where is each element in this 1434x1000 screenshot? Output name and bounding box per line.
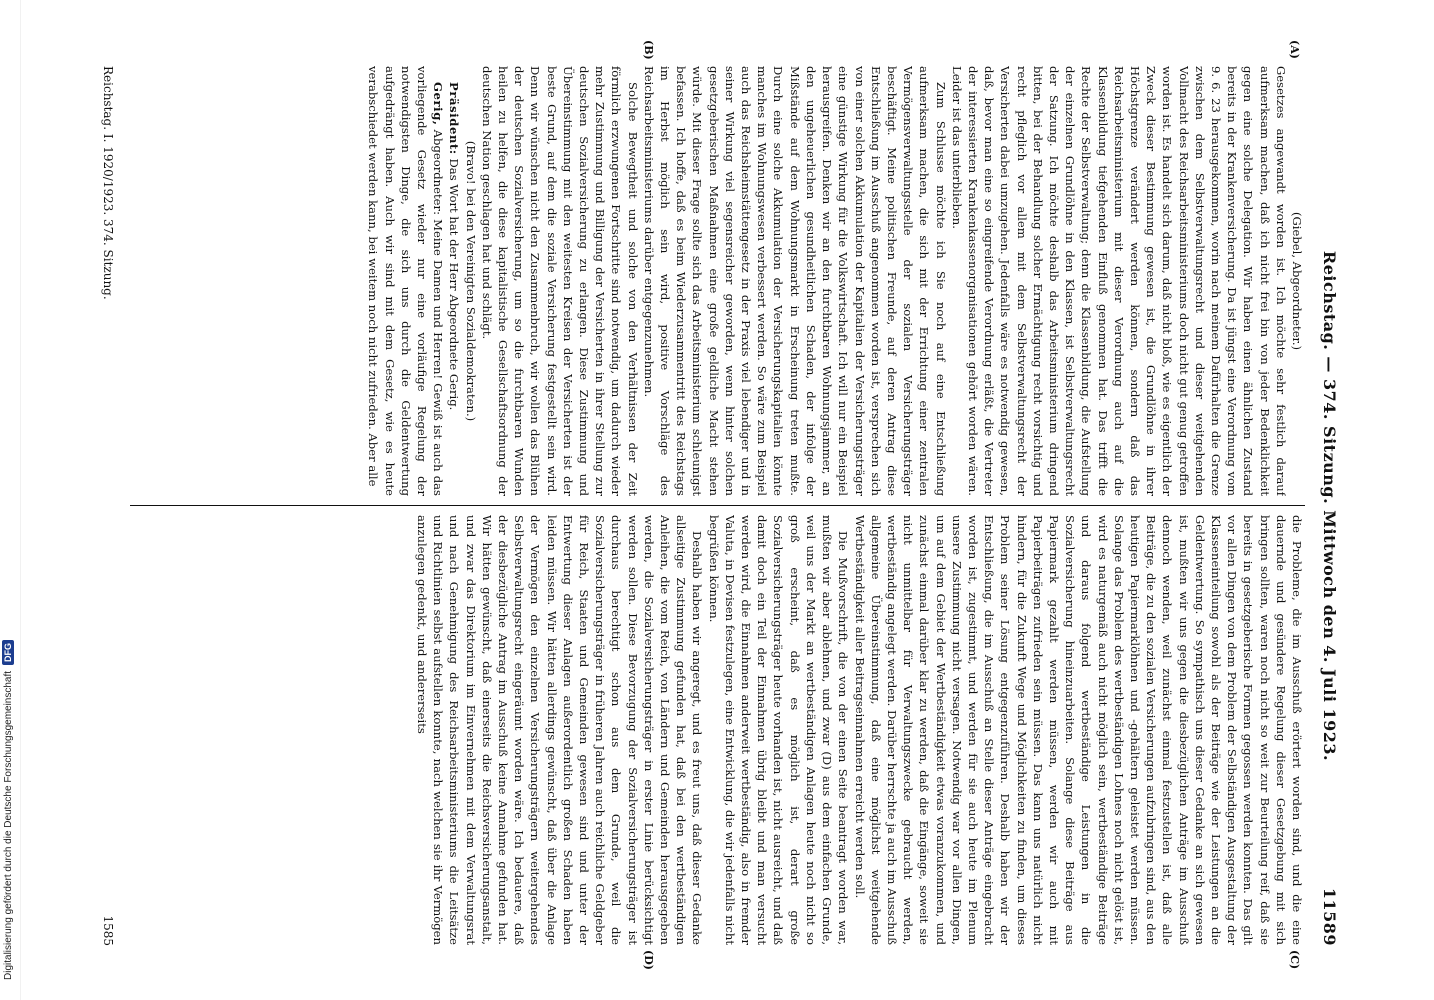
- paragraph: Solche Bewegtheit und solche von den Verhältnissen der Zeit förmlich erzwungenen Fortschritte sind notwendig, um dadurch wieder mehr Zustimmung und Billigung der Versicherten in ihrer Stellung zur deutschen Sozialversicherung zu erlangen. Diese Zustimmung und Übereinstimmung mit den weitesten Kreisen der Versicherten ist der beste Grund, auf dem die soziale Versicherung festgestellt sein wird. Denn wir wünschen nicht den Zusammenbruch, wir wollen das Blühen der deutschen Sozialversicherung, um so die furchtbaren Wunden heilen zu helfen, die diese kapitalistische Gesellschaftsordnung der deutschen Nation geschlagen hat und schlägt.: [479, 66, 640, 496]
- gerig-text: Meine Damen und Herren! Gewiß ist auch das vorliegende Gesetz wieder nur eine vorläufige Regelung der notwendigsten Dinge, die sich uns durch die Geldentwertung aufgedrängt haben. Auch wir sind mit dem Gesetz, wie es heute verabschiedet werden kann, bei weitem noch nicht zufrieden. Aber alle: [366, 66, 446, 496]
- gerig-paragraph: [365, 66, 446, 496]
- side-margin: [0, 0, 21, 1000]
- gerig-role: Abgeordneter:: [431, 129, 446, 215]
- paragraph: Die Mußvorschrift, die von der einen Seite beantragt worden war, mußten wir aber ablehnen, und zwar (D) aus dem einfachen Grunde, weil uns der Markt an wertbeständigen Anlagen heute noch nicht so groß erscheint, daß es möglich ist, derart große Sozialversicherungsträger heute vorhanden ist, nicht ausreicht, und daß damit doch ein Teil der Einnahmen übrig bleibt und man versucht werden wird, die Einnahmen anderweit wertbeständig, also in fremder Valuta, in Devisen festzulegen, eine Entwicklung, die wir jedenfalls nicht begrüßen können.: [706, 515, 851, 945]
- running-title: Reichstag. — 374. Sitzung. Mittwoch den 4. Juli 1923.: [1320, 250, 1340, 762]
- paragraph: Deshalb haben wir angeregt, und es freut uns, daß dieser Gedanke allseitige Zustimmung gefunden hat, daß bei den wertbeständigen Anleihen, die vom Reich, von Ländern und Gemeinden herausgegeben werden, die Sozialversicherungsträger in erster Linie berücksichtigt werden sollen. Diese Bevorzugung der Sozialversicherungsträger ist durchaus berechtigt schon aus dem Grunde, weil die Sozialversicherungsträger in früheren Jahren auch reichliche Geldgeber für Reich, Staaten und Gemeinden gewesen sind und unter der Entwertung dieser Anlagen außerordentlich großen Schaden haben leiden müssen. Wir hätten allerdings gewünscht, daß über die Anlage der Vermögen den einzelnen Versicherungsträgern weitergehendes Selbstverwaltungsrecht eingeräumt worden wäre. Ich bedauere, daß der diesbezügliche Antrag im Ausschuß keine Annahme gefunden hat. Wir hätten gewünscht, daß einerseits die Reichsversicherungsanstalt, und zwar das Direktorium im Einvernehmen mit dem Verwaltungsrat und nach Genehmigung des Reichsarbeitsministeriums die Leitsätze und Richtlinien selbst aufstellen konnte, nach welchen sie ihr Vermögen anzulegen gedenkt, und andererseits: [415, 515, 705, 945]
- paragraph: die Probleme, die im Ausschuß erörtert worden sind, und die eine dauernde und gesündere Regelung dieser Gesetzgebung mit sich bringen sollten, waren noch nicht so weit zur Beurteilung reif, daß sie bereits in gesetzgeberische Formen gegossen werden konnten. Das gilt vor allen Dingen von dem Problem der Selbständigen Ausgestaltung der Klasseneinteilung sowohl als der Beiträge wie der Leistungen an die Geldentwertung. So sympathisch uns dieser Gedanke an sich gewesen ist, mußten wir uns gegen die diesbezüglichen Anträge im Ausschuß dennoch wenden, weil zunächst einmal festzustellen ist, daß alle Beiträge, die zu den sozialen Versicherungen aufzubringen sind, aus den heutigen Papiermarklöhnen und -gehältern geleistet werden müssen. Solange das Problem des wertbeständigen Lohnes noch nicht gelöst ist, wird es naturgemäß auch nicht möglich sein, wertbeständige Beiträge und daraus folgend wertbeständige Leistungen in die Sozialversicherung hineinzuarbeiten. Solange diese Beiträge aus Papiermark gezahlt werden müssen, werden wir auch mit Papierbeiträgen zufrieden sein müssen. Das kann uns natürlich nicht hindern, für die Zukunft Wege und Möglichkeiten zu finden, um dieses Problem seiner Lösung entgegenzuführen. Deshalb haben wir der Entschließung, die im Ausschuß an Stelle dieser Anträge eingebracht worden ist, zugestimmt, und werden für sie auch heute im Plenum unsere Zustimmung nicht versagen. Notwendig war vor allen Dingen, um auf dem Gebiet der Wertbeständigkeit etwas voranzukommen, und zunächst einmal darüber klar zu werden, daß die Eingänge, soweit sie nicht unmittelbar für Verwaltungszwecke gebraucht werden, wertbeständig angelegt werden. Darüber herrschte ja auch im Ausschuß allgemeine Übereinstimmung, daß eine möglichst weitgehende Wertbeständigkeit aller Beitragseinnahmen erreicht werden soll.: [852, 515, 1304, 945]
- page-header: [1315, 66, 1345, 946]
- marker-d: (D): [642, 950, 655, 970]
- text-columns: [130, 66, 1305, 946]
- president-paragraph: [446, 66, 462, 496]
- scanned-page: [75, 36, 1345, 976]
- paragraph: Gesetzes angewandt worden ist. Ich möchte sehr festlich darauf aufmerksam machen, daß ich nicht frei bin von jeder Bedenklichkeit gegen eine solche Delegation. Wir haben einen ähnlichen Zustand bereits in der Krankenversicherung. Da ist jüngst eine Verordnung vom 9. 6. 23 herausgekommen, worin nach meinem Dafürhalten die Grenze zwischen dem Selbstverwaltungsrecht und dieser weitgehenden Vollmacht des Reichsarbeitsministeriums doch nicht gut genug getroffen worden ist. Es handelt sich darum, daß nicht bloß, wie es eigentlich der Zweck dieser Bestimmung gewesen ist, die Grundlöhne in ihrer Höchstgrenze verändert werden können, sondern daß das Reichsarbeitsministerium mit dieser Verordnung auch auf die Klassenbildung tiefgehenden Einfluß genommen hat. Das trifft die Rechte der Selbstverwaltung; denn die Klassenbildung, die Aufstellung der einzelnen Grundlöhne in den Klassen, ist Selbstverwaltungsrecht der Satzung. Ich möchte deshalb das Arbeitsministerium dringend bitten, bei der Behandlung solcher Ermächtigung recht vorsichtig und recht pfleglich vor allem mit dem Selbstverwaltungsrecht der Versicherten dabei umzugehen. Jedenfalls wäre es notwendig gewesen, daß, bevor man eine so eingreifende Verordnung erläßt, die Vertreter der interessierten Krankenkassenorganisationen gehört worden wären. Leider ist das unterblieben.: [949, 66, 1288, 496]
- gerig-label: Gerig,: [431, 82, 446, 126]
- president-text: Das Wort hat der Herr Abgeordnete Gerig.: [447, 158, 462, 411]
- left-column: [130, 66, 1305, 496]
- applause-note: (Bravo! bei den Vereinigten Sozialdemokraten.): [463, 140, 478, 422]
- speaker-tag: (Giebel, Abgeordneter.): [1290, 211, 1304, 351]
- footer-page-number: 1585: [101, 915, 115, 946]
- page-footer: [96, 66, 120, 946]
- funding-note: [2, 640, 14, 980]
- marker-c: (C): [1288, 950, 1301, 970]
- right-column: [130, 515, 1305, 945]
- marker-a: (A): [1288, 40, 1301, 59]
- marker-b: (B): [642, 40, 655, 60]
- paragraph: Zum Schlusse möchte ich Sie noch auf eine Entschließung aufmerksam machen, die sich mit der Errichtung einer zentralen Vermögensverwaltungsstelle der sozialen Versicherungsträger beschäftigt. Meine politischen Freunde, auf deren Antrag diese Entschließung im Ausschuß angenommen worden ist, versprechen sich von einer solchen Akkumulation der Kapitalien der Versicherungsträger eine günstige Wirkung für die Volkswirtschaft. Ich will nur ein Beispiel herausgreifen. Denken wir an den furchtbaren Wohnungsjammer, an den ungeheuerlichen gesundheitlichen Schaden, der infolge der Mißstände auf dem Wohnungsmarkt in Erscheinung treten mußte. Durch eine solche Akkumulation der Versicherungskapitalien könnte manches im Wohnungswesen verbessert werden. So wäre zum Beispiel auch das Reichsheimstättengesetz in der Praxis viel lebendiger und in seiner Wirkung viel segensreicher geworden, wenn hinter solchen gesetzgeberischen Maßnahmen eine große geldliche Macht stehen würde. Mit dieser Frage sollte sich das Arbeitsministerium schleunigst befassen. Ich hoffe, daß es beim Wiederzusammentritt des Reichstags im Herbst möglich sein wird, positive Vorschläge des Reichsarbeitsministeriums darüber entgegenzunehmen.: [641, 66, 948, 496]
- dfg-logo-icon: DFG: [2, 640, 14, 665]
- president-label: Präsident:: [447, 82, 462, 155]
- footer-left: Reichstag. I. 1920/1923. 374. Sitzung.: [101, 66, 115, 300]
- page-number-top: 11589: [1320, 887, 1340, 946]
- column-divider: [130, 505, 1305, 506]
- funding-text: Digitalisierung gefördert durch die Deutsche Forschungsgemeinschaft: [2, 670, 14, 980]
